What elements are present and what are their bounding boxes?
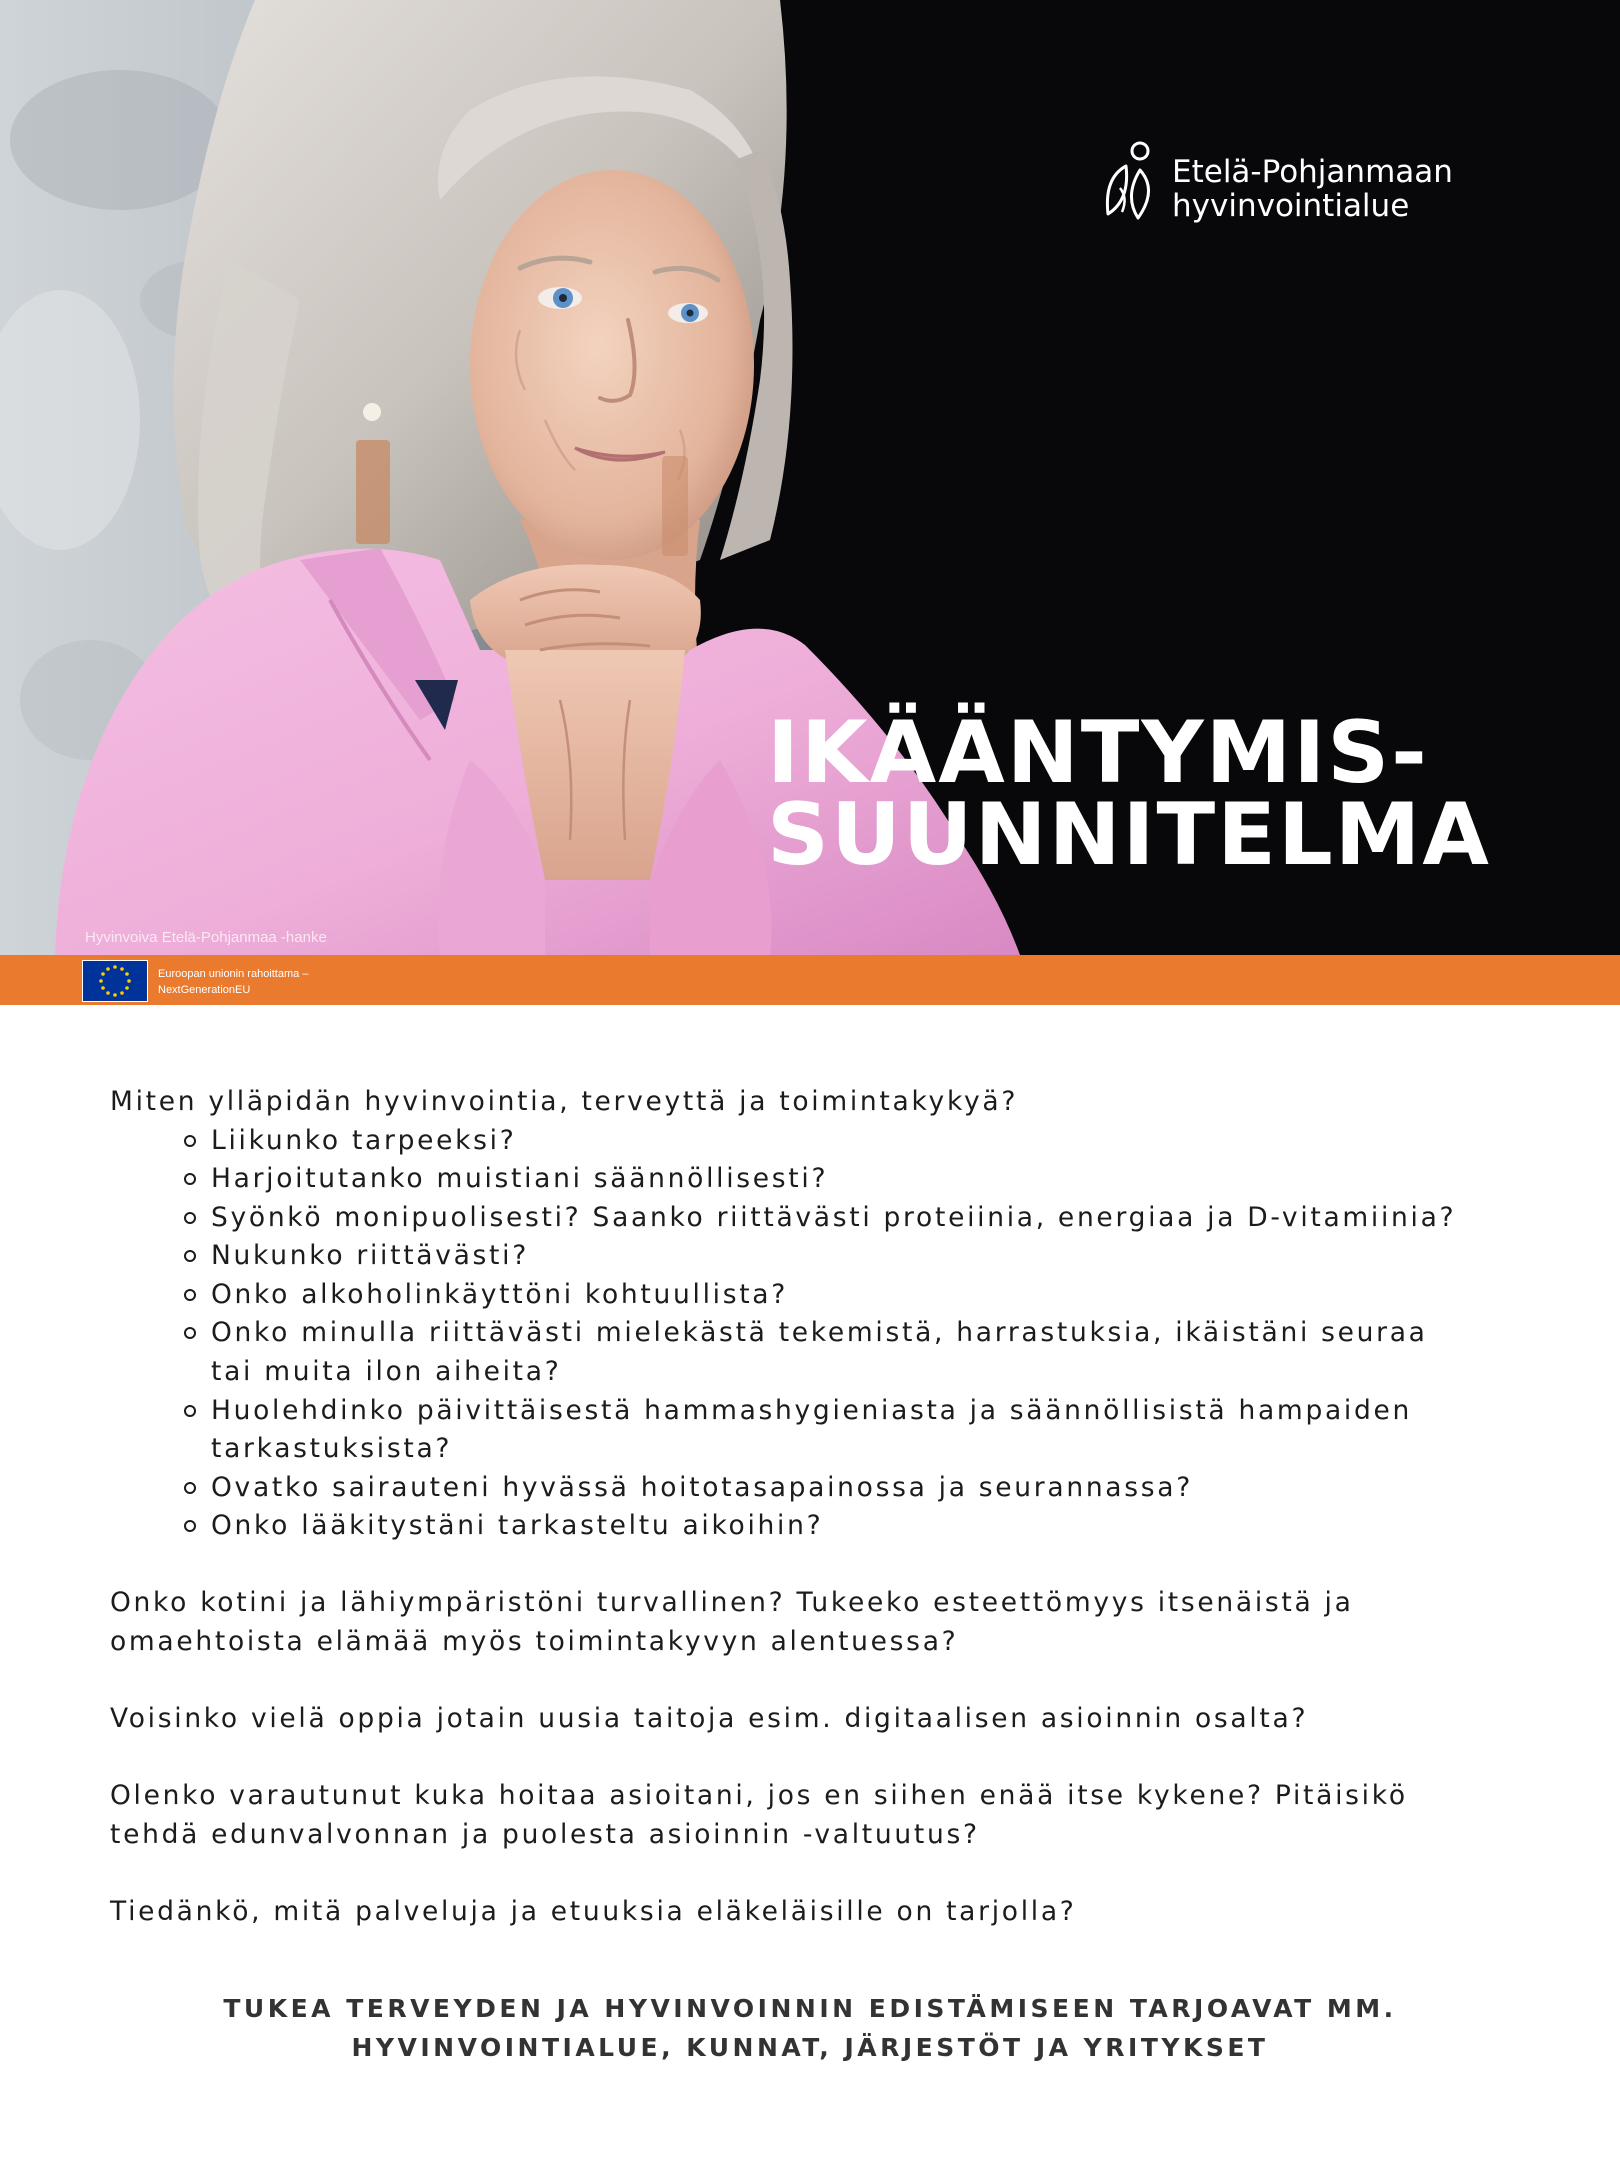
list-item-text-continued: tai muita ilon aiheita? [211,1355,562,1387]
eu-flag-icon [82,960,148,1002]
list-item-text: Onko minulla riittävästi mielekästä tekemistä, harrastuksia, ikäistäni seuraa [211,1317,1428,1349]
bullet-circle-icon [184,1250,196,1262]
list-item-text: Liikunko tarpeeksi? [211,1124,517,1156]
bullet-circle-icon [184,1135,196,1147]
title-line2: SUUNNITELMA [767,785,1491,885]
intro-question: Miten ylläpidän hyvinvointia, terveyttä ja toimintakykyä? [110,1086,1019,1117]
bullet-circle-icon [184,1212,196,1224]
list-item [110,1237,1570,1276]
brand-name-line2: hyvinvointialue [1172,188,1410,224]
list-item [110,1276,1570,1315]
list-item [110,1314,1570,1391]
list-item [110,1160,1570,1199]
project-credit: Hyvinvoiva Etelä-Pohjanmaa -hanke [85,929,327,946]
brand-logo [1100,140,1520,230]
brand-name-line1: Etelä-Pohjanmaan [1172,154,1453,190]
closing-line2: HYVINVOINTIALUE, KUNNAT, JÄRJESTÖT JA YRITYKSET [351,2032,1269,2062]
list-item [110,1122,1570,1161]
bullet-circle-icon [184,1482,196,1494]
leaf-person-logo-icon [1100,140,1156,222]
rectangular-earring [356,440,390,544]
funding-line1: Euroopan unionin rahoittama – [158,968,309,980]
paragraph-line: tehdä edunvalvonnan ja puolesta asioinnin -valtuutus? [110,1818,980,1850]
bullet-circle-icon [184,1405,196,1417]
list-item-text: Harjoitutanko muistiani säännöllisesti? [211,1163,829,1195]
paragraph-power-of-attorney [110,1777,1570,1854]
paragraph-digital-skills [110,1700,1570,1739]
eye-left [538,287,582,309]
paragraph-line: Tiedänkö, mitä palveluja ja etuuksia eläkeläisille on tarjolla? [110,1895,1077,1927]
eye-right [668,303,708,323]
paragraph-home-safety [110,1584,1570,1661]
paragraph-line: Voisinko vielä oppia jotain uusia taitoja esim. digitaalisen asioinnin osalta? [110,1703,1309,1734]
face [470,170,754,560]
checklist [110,1122,1570,1546]
bullet-circle-icon [184,1520,196,1532]
rectangular-earring-right [662,456,688,556]
list-item-text: Huolehdinko päivittäisestä hammashygieniasta ja säännöllisistä hampaiden [211,1394,1412,1426]
closing-line1: TUKEA TERVEYDEN JA HYVINVOINNIN EDISTÄMISEEN TARJOAVAT MM. [223,1994,1397,2023]
bullet-circle-icon [184,1173,196,1185]
list-item [110,1199,1570,1238]
funding-line2: NextGenerationEU [158,984,251,996]
paragraph-line: Olenko varautunut kuka hoitaa asioitani, jos en siihen enää itse kykene? Pitäisikö [110,1780,1408,1812]
bullet-circle-icon [184,1327,196,1339]
bullet-circle-icon [184,1289,196,1301]
pearl-earring [363,403,381,421]
main-content [110,1083,1570,1931]
paragraph-line: Onko kotini ja lähiympäristöni turvallinen? Tukeeko esteettömyys itsenäistä ja [110,1587,1354,1619]
hero-banner [0,0,1620,955]
list-item-text: Syönkö monipuolisesti? Saanko riittävästi proteiinia, energiaa ja D-vitamiinia? [211,1201,1457,1233]
list-item [110,1469,1570,1508]
title-line1: IKÄÄNTYMIS- [767,703,1429,803]
funding-text [158,966,308,998]
list-item [110,1507,1570,1546]
list-item-text: Ovatko sairauteni hyvässä hoitotasapainossa ja seurannassa? [211,1471,1193,1503]
list-item-text: Onko lääkitystäni tarkasteltu aikoihin? [211,1510,824,1542]
paragraph-line: omaehtoista elämää myös toimintakyvyn alentuessa? [110,1625,959,1657]
list-item-text: Nukunko riittävästi? [211,1240,529,1272]
brand-name [1172,155,1453,223]
list-item-text: Onko alkoholinkäyttöni kohtuullista? [211,1278,788,1310]
funding-band [0,955,1620,1005]
page-title [767,703,1491,885]
list-item [110,1392,1570,1469]
list-item-text-continued: tarkastuksista? [211,1433,453,1465]
paragraph-services-benefits [110,1893,1570,1932]
closing-statement [0,1990,1620,2067]
